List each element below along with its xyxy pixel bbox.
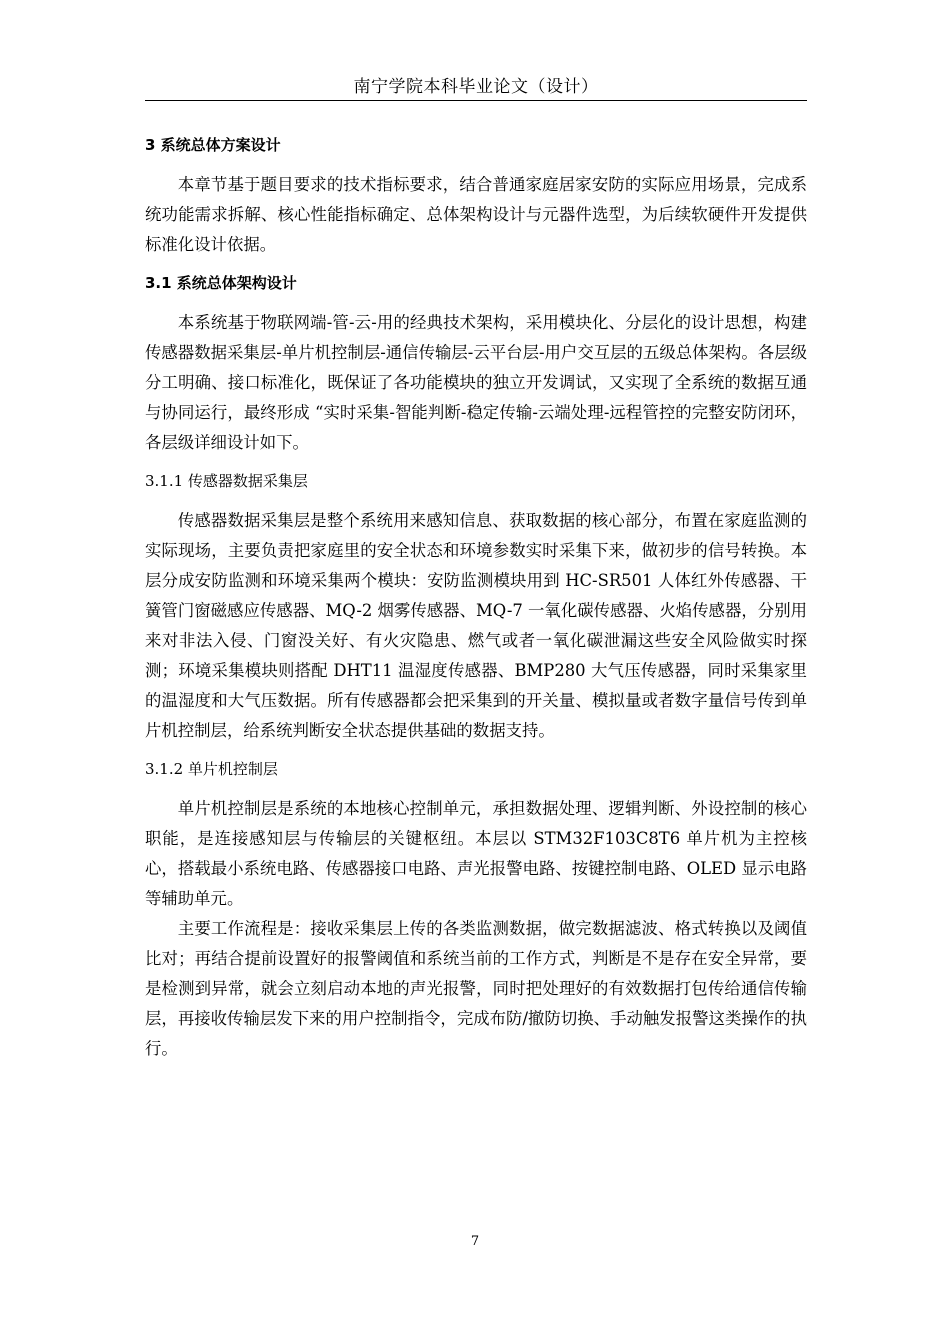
header-divider (145, 100, 807, 101)
subsection-heading-3-1-2: 3.1.2 单片机控制层 (145, 760, 278, 778)
subsection-3-1-2-paragraph-1: 单片机控制层是系统的本地核心控制单元，承担数据处理、逻辑判断、外设控制的核心职能，是连接感知层与传输层的关键枢纽。本层以 STM32F103C8T6 单片机为主控核心，搭载最小系统电路、传感器接口电路、声光报警电路、按键控制电路、OLED 显示电路等辅助单元。 (145, 799, 807, 908)
subsection-heading-3-1-1: 3.1.1 传感器数据采集层 (145, 472, 308, 490)
page-number: 7 (470, 1234, 480, 1249)
subsection-3-1-2-paragraph-2: 主要工作流程是：接收采集层上传的各类监测数据，做完数据滤波、格式转换以及阈值比对；再结合提前设置好的报警阈值和系统当前的工作方式，判断是不是存在安全异常，要是检测到异常，就会立刻启动本地的声光报警，同时把处理好的有效数据打包传给通信传输层，再接收传输层发下来的用户控制指令，完成布防/撤防切换、手动触发报警这类操作的执行。 (145, 919, 807, 1058)
section-heading-3-1: 3.1 系统总体架构设计 (145, 274, 297, 292)
chapter-intro-paragraph: 本章节基于题目要求的技术指标要求，结合普通家庭居家安防的实际应用场景，完成系统功能需求拆解、核心性能指标确定、总体架构设计与元器件选型，为后续软硬件开发提供标准化设计依据。 (145, 175, 807, 254)
chapter-heading: 3 系统总体方案设计 (145, 136, 281, 154)
running-header: 南宁学院本科毕业论文（设计） (353, 77, 599, 97)
section-3-1-paragraph: 本系统基于物联网端-管-云-用的经典技术架构，采用模块化、分层化的设计思想，构建传感器数据采集层-单片机控制层-通信传输层-云平台层-用户交互层的五级总体架构。各层级分工明确、接口标准化，既保证了各功能模块的独立开发调试，又实现了全系统的数据互通与协同运行，最终形成 “实时采集-智能判断-稳定传输-云端处理-远程管控的完整安防闭环，各层级详细设计如下。 (145, 313, 807, 452)
subsection-3-1-1-paragraph: 传感器数据采集层是整个系统用来感知信息、获取数据的核心部分，布置在家庭监测的实际现场，主要负责把家庭里的安全状态和环境参数实时采集下来，做初步的信号转换。本层分成安防监测和环境采集两个模块：安防监测模块用到 HC-SR501 人体红外传感器、干簧管门窗磁感应传感器、MQ-2 烟雾传感器、MQ-7 一氧化碳传感器、火焰传感器，分别用来对非法入侵、门窗没关好、有火灾隐患、燃气或者一氧化碳泄漏这些安全风险做实时探测；环境采集模块则搭配 DHT11 温湿度传感器、BMP280 大气压传感器，同时采集家里的温湿度和大气压数据。所有传感器都会把采集到的开关量、模拟量或者数字量信号传到单片机控制层，给系统判断安全状态提供基础的数据支持。 (145, 511, 807, 740)
page-body (145, 130, 807, 1064)
